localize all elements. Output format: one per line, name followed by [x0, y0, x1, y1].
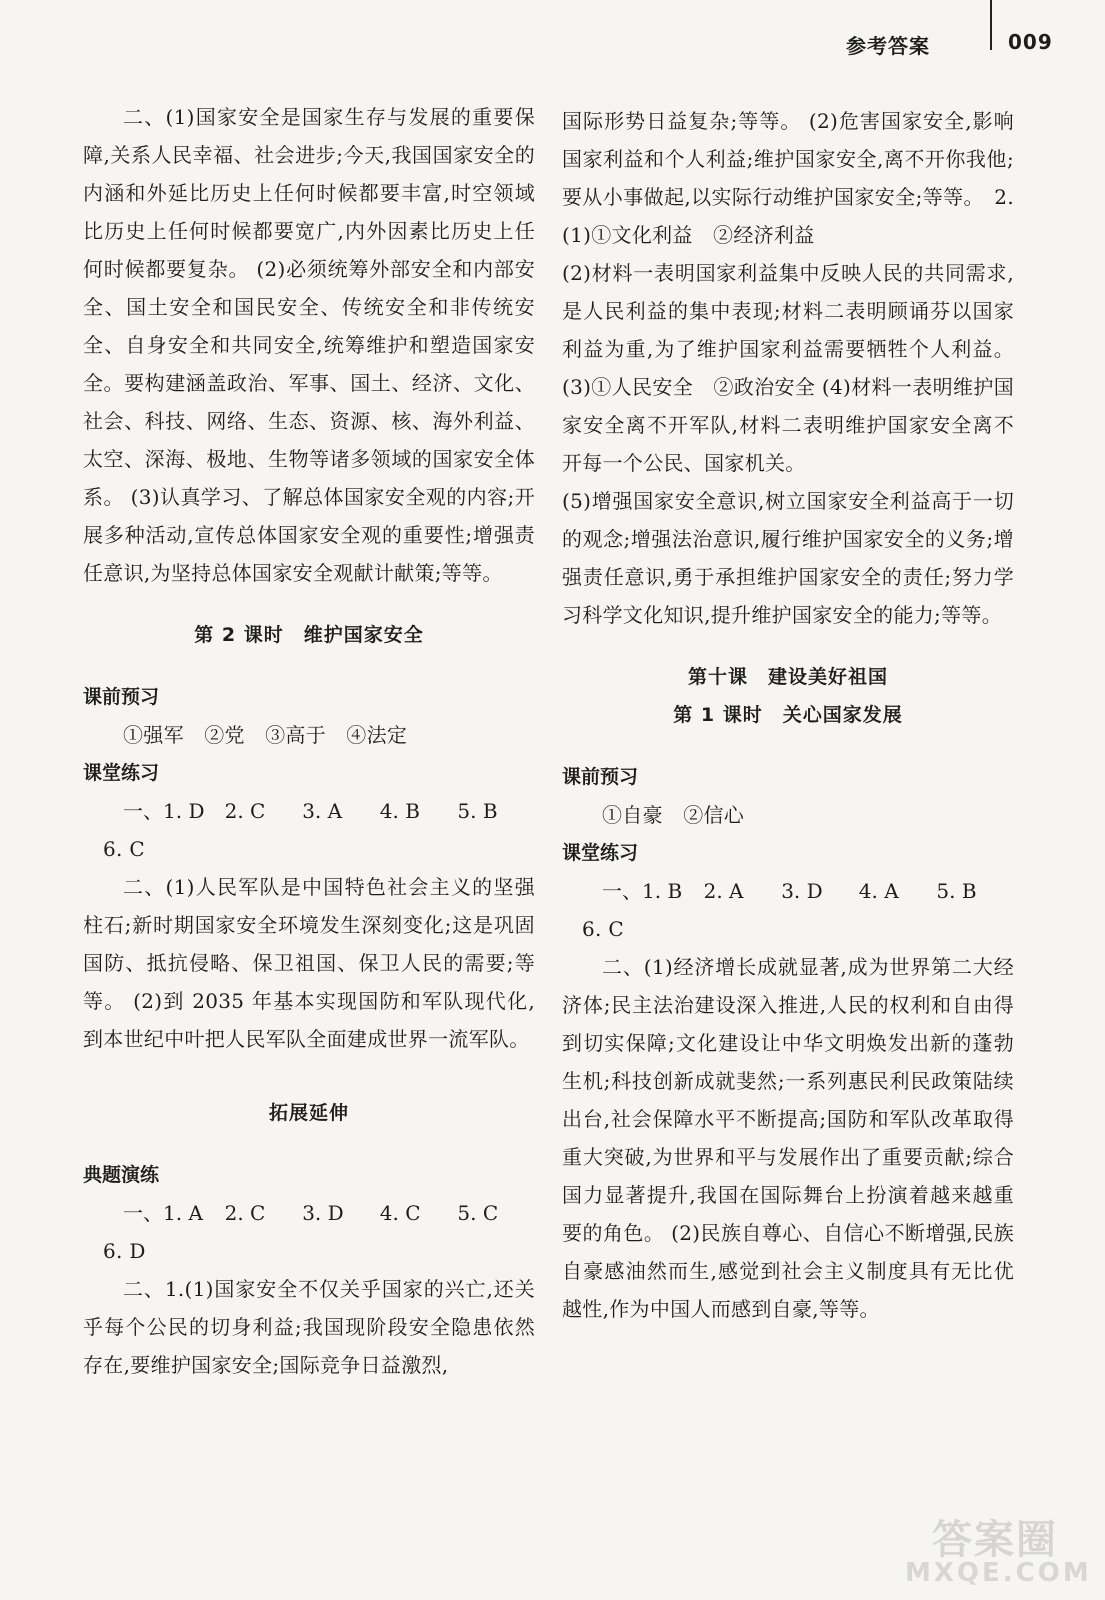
answer-paragraph: 二、1.(1)国家安全不仅关乎国家的兴亡,还关乎每个公民的切身利益;我国现阶段安全隐患依然存在,要维护国家安全;国际竞争日益激烈,	[83, 1277, 535, 1377]
answer-paragraph: (2)材料一表明国家利益集中反映人民的共同需求,是人民利益的集中表现;材料二表明顾诵芬以国家利益为重,为了维护国家利益需要牺牲个人利益。 (3)①人民安全 ②政治安全 (4)材料一表明维护国家安全离不开军队,材料二表明维护国家安全离不开每一个公民、国家机关。	[562, 261, 1014, 475]
answer-item: 6. D	[103, 1239, 146, 1263]
answer-paragraph: 二、(1)经济增长成就显著,成为世界第二大经济体;民主法治建设深入推进,人民的权利和自由得到切实保障;文化建设让中华文明焕发出新的蓬勃生机;科技创新成就斐然;一系列惠民利民政策陆续出台,社会保障水平不断提高;国防和军队改革取得重大突破,为世界和平与发展作出了重要贡献;综合国力显著提升,我国在国际舞台上扮演着越来越重要的角色。 (2)民族自尊心、自信心不断增强,民族自豪感油然而生,感觉到社会主义制度具有无比优越性,作为中国人而感到自豪,等等。	[562, 955, 1014, 1321]
answer-row	[83, 792, 535, 830]
section-title-extension: 拓展延伸	[268, 1102, 349, 1124]
lesson-title: 第 2 课时 维护国家安全	[194, 624, 424, 646]
answer-item: 4. A	[858, 879, 899, 903]
answer-row	[562, 872, 1014, 910]
answer-item: 一、1. A	[123, 1201, 203, 1225]
answer-item: 4. C	[379, 1201, 421, 1225]
preview-answers: ①自豪 ②信心	[602, 803, 745, 827]
answer-paragraph: 二、(1)人民军队是中国特色社会主义的坚强柱石;新时期国家安全环境发生深刻变化;这是巩固国防、抵抗侵略、保卫祖国、保卫人民的需要;等等。 (2)到 2035 年基本实现国防和军队现代化,到本世纪中叶把人民军队全面建成世界一流军队。	[83, 875, 535, 1051]
answer-item: 6. C	[103, 837, 145, 861]
answer-item: 2. C	[224, 799, 266, 823]
watermark-url: MXQE.COM	[905, 1558, 1092, 1588]
answer-item: 5. B	[457, 799, 498, 823]
section-heading-preview: 课前预习	[83, 686, 160, 708]
section-heading-practice: 课堂练习	[83, 762, 160, 784]
watermark-logo	[905, 1508, 1092, 1593]
answer-paragraph: (5)增强国家安全意识,树立国家安全利益高于一切的观念;增强法治意识,履行维护国家安全的义务;增强责任意识,勇于承担维护国家安全的责任;努力学习科学文化知识,提升维护国家安全的能力;等等。	[562, 489, 1014, 627]
answer-row	[83, 1194, 535, 1232]
answer-paragraph: 二、(1)国家安全是国家生存与发展的重要保障,关系人民幸福、社会进步;今天,我国国家安全的内涵和外延比历史上任何时候都要丰富,时空领域比历史上任何时候都要宽广,内外因素比历史上任何时候都要复杂。 (2)必须统筹外部安全和内部安全、国土安全和国民安全、传统安全和非传统安全、自身安全和共同安全,统筹维护和塑造国家安全。要构建涵盖政治、军事、国土、经济、文化、社会、科技、网络、生态、资源、核、海外利益、太空、深海、极地、生物等诸多领域的国家安全体系。 (3)认真学习、了解总体国家安全观的内容;开展多种活动,宣传总体国家安全观的重要性;增强责任意识,为坚持总体国家安全观献计献策;等等。	[83, 105, 535, 585]
answer-paragraph: 国际形势日益复杂;等等。 (2)危害国家安全,影响国家利益和个人利益;维护国家安全,离不开你我他;要从小事做起,以实际行动维护国家安全;等等。 2.(1)①文化利益 ②经济利益	[562, 109, 1014, 247]
lesson-title: 第 1 课时 关心国家发展	[673, 704, 903, 726]
answer-item: 一、1. B	[602, 879, 683, 903]
right-column	[562, 102, 1014, 1328]
answer-item: 4. B	[379, 799, 420, 823]
answer-item: 2. C	[224, 1201, 266, 1225]
unit-title: 第十课 建设美好祖国	[687, 666, 888, 688]
header-divider	[990, 0, 992, 50]
section-heading-drill: 典题演练	[83, 1164, 160, 1186]
answer-item: 5. B	[936, 879, 977, 903]
answer-item: 3. D	[302, 1201, 344, 1225]
left-column	[83, 98, 535, 1384]
answer-item: 2. A	[703, 879, 744, 903]
answer-item: 6. C	[582, 917, 624, 941]
section-heading-practice: 课堂练习	[562, 842, 639, 864]
section-heading-preview: 课前预习	[562, 766, 639, 788]
preview-answers: ①强军 ②党 ③高于 ④法定	[123, 723, 408, 747]
answer-item: 3. A	[302, 799, 343, 823]
answer-item: 3. D	[781, 879, 823, 903]
answer-item: 5. C	[457, 1201, 499, 1225]
watermark-text: 答案圈	[932, 1517, 1058, 1563]
page-number: 009	[1008, 30, 1053, 54]
header-label: 参考答案	[846, 34, 930, 58]
answer-item: 一、1. D	[123, 799, 205, 823]
